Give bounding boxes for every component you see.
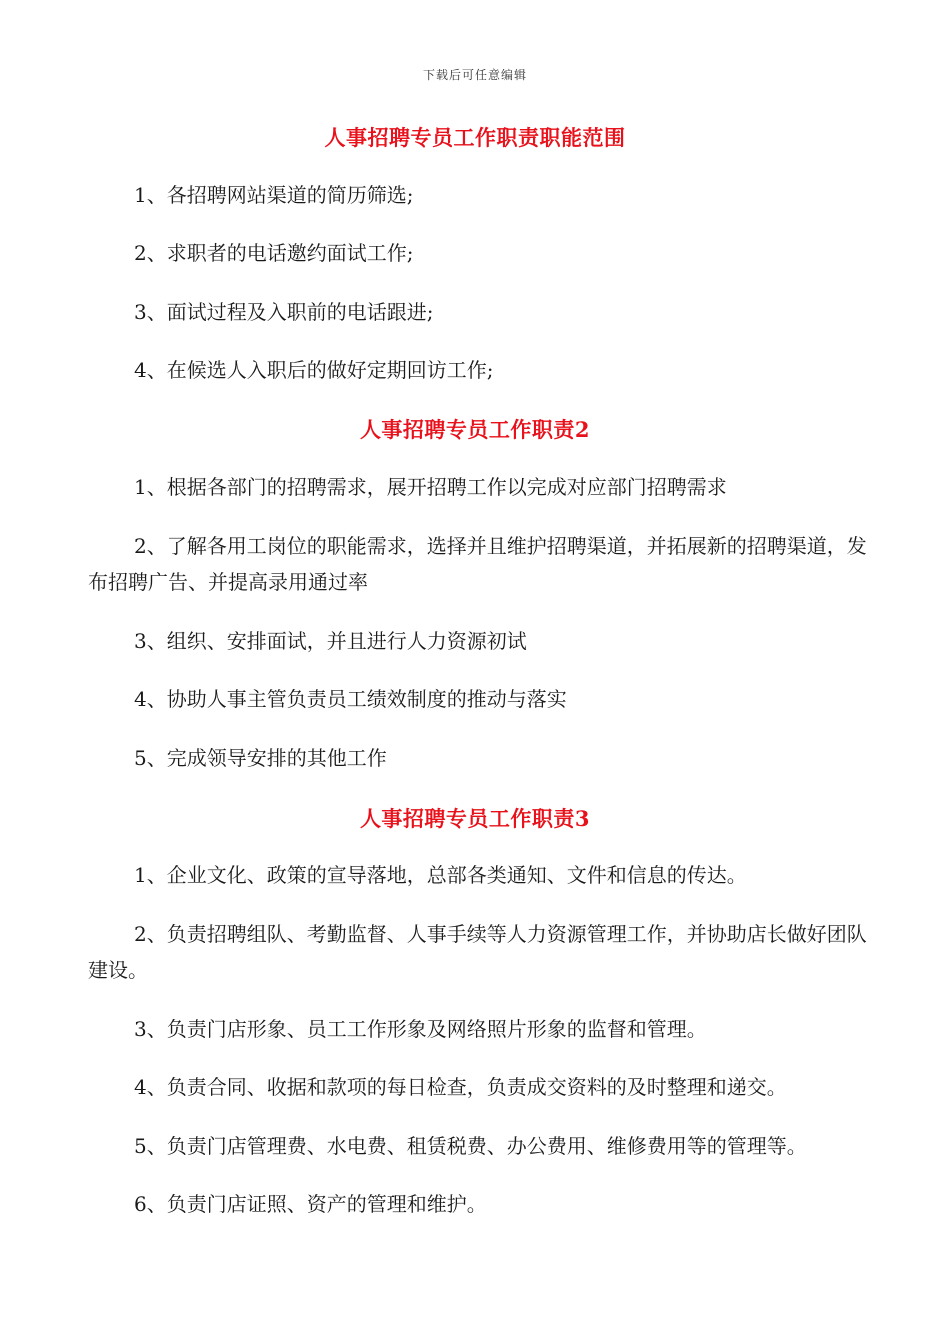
section-2-item-5: 5、完成领导安排的其他工作 xyxy=(134,746,387,770)
section-1-item-2: 2、求职者的电话邀约面试工作; xyxy=(134,241,414,265)
section-title-1: 人事招聘专员工作职责职能范围 xyxy=(324,125,626,150)
section-2-item-4: 4、协助人事主管负责员工绩效制度的推动与落实 xyxy=(134,687,567,711)
section-3-item-4: 4、负责合同、收据和款项的每日检查，负责成交资料的及时整理和递交。 xyxy=(134,1075,787,1099)
section-1-item-1: 1、各招聘网站渠道的简历筛选; xyxy=(134,183,414,207)
section-1-item-3: 3、面试过程及入职前的电话跟进; xyxy=(134,300,434,324)
section-3-item-6: 6、负责门店证照、资产的管理和维护。 xyxy=(134,1192,487,1216)
section-2-item-3: 3、组织、安排面试，并且进行人力资源初试 xyxy=(134,629,527,653)
section-2-item-1: 1、根据各部门的招聘需求，展开招聘工作以完成对应部门招聘需求 xyxy=(134,475,727,499)
section-3-item-5: 5、负责门店管理费、水电费、租赁税费、办公费用、维修费用等的管理等。 xyxy=(134,1134,807,1158)
section-title-3: 人事招聘专员工作职责3 xyxy=(359,806,591,831)
section-3-item-2: 2、负责招聘组队、考勤监督、人事手续等人力资源管理工作，并协助店长做好团队建设。 xyxy=(88,922,867,982)
section-3-item-3: 3、负责门店形象、员工工作形象及网络照片形象的监督和管理。 xyxy=(134,1017,707,1041)
header-note: 下载后可任意编辑 xyxy=(422,68,527,82)
section-1-item-4: 4、在候选人入职后的做好定期回访工作; xyxy=(134,358,494,382)
section-3-item-1: 1、企业文化、政策的宣导落地，总部各类通知、文件和信息的传达。 xyxy=(134,863,747,887)
section-title-2: 人事招聘专员工作职责2 xyxy=(359,417,591,442)
section-2-item-2: 2、了解各用工岗位的职能需求，选择并且维护招聘渠道，并拓展新的招聘渠道，发布招聘广告、并提高录用通过率 xyxy=(88,534,867,594)
